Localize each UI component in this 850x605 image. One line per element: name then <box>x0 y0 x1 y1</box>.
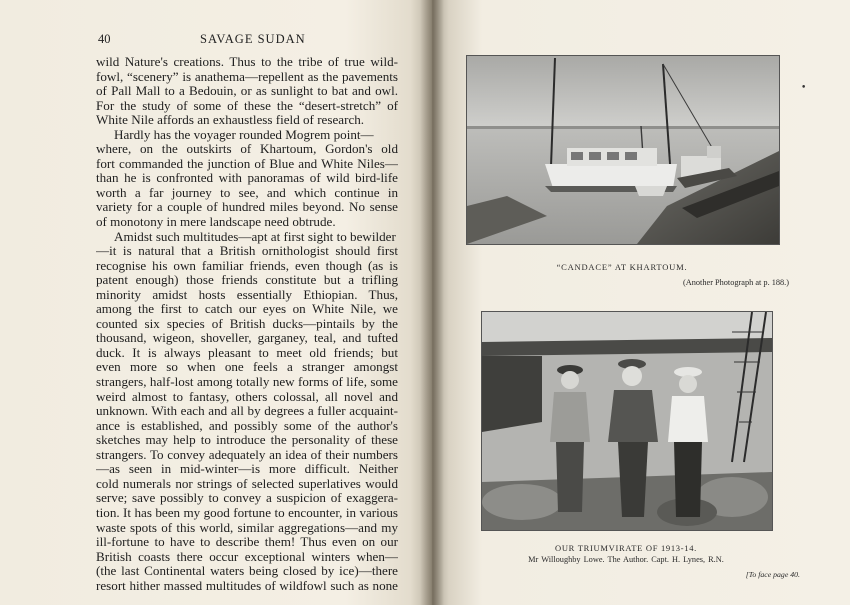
text-line: For the study of some of these the “desert-stretch” of <box>96 98 398 113</box>
text-line: of monotony in mere landscape need obtrude. <box>96 214 336 230</box>
book-gutter <box>420 0 444 605</box>
page-number: 40 <box>98 32 111 46</box>
text-line: British coasts there occur exceptional winters when— <box>96 549 398 564</box>
text-line: waste spots of this world, similar aggregations—and my <box>96 520 398 535</box>
text-line: even more so when one feels a stranger amongst <box>96 360 398 375</box>
text-line: serve; save possibly to convey a suspicion of exaggera- <box>96 491 398 506</box>
text-line: duck. It is always pleasant to meet old friends; but <box>96 345 398 360</box>
text-line: variety for a couple of hundred miles beyond. No sense <box>96 200 398 215</box>
text-line: sketches may help to introduce the personality of these <box>96 433 398 448</box>
text-line: than he is confronted with panoramas of wild bird-life <box>96 171 398 186</box>
facing-page-note: [To face page 40. <box>745 570 800 579</box>
candace-photo <box>466 55 780 245</box>
bottom-photo-caption: OUR TRIUMVIRATE OF 1913-14. <box>555 543 697 553</box>
text-line: Hardly has the voyager rounded Mogrem point— <box>114 126 374 142</box>
text-line: strangers, half-lost among totally new forms of life, some <box>96 375 398 390</box>
text-line: strangers. To convey adequately an idea of their numbers <box>96 447 398 462</box>
running-title: SAVAGE SUDAN <box>200 32 306 46</box>
text-line: minority amidst hosts essentially Ethiopian. Thus, <box>96 287 398 302</box>
top-photo-caption: “CANDACE” AT KHARTOUM. <box>556 262 688 272</box>
triumvirate-photo <box>481 311 773 531</box>
text-line: —as seen in mid-winter—is more difficult. Neither <box>96 462 398 477</box>
text-line: (the last Continental waters being closed by ice)—there <box>96 564 398 579</box>
three-men-photo-illustration <box>482 312 772 530</box>
text-line: unknown. With each and all by degrees a fuller acquaint- <box>96 404 398 419</box>
text-line: where, on the outskirts of Khartoum, Gordon's old <box>96 142 398 157</box>
text-line: cold numerals nor strings of selected superlatives would <box>96 476 398 491</box>
text-line: Amidst such multitudes—apt at first sight to bewilder <box>114 228 396 244</box>
corner-mark: • <box>801 83 807 93</box>
text-line: tion. It has been my good fortune to encounter, in various <box>96 505 398 520</box>
text-line: recognise his own familiar friends, even though (as is <box>96 258 398 273</box>
text-line: of Pall Mall to a Bedouin, or as sunlight to bat and owl. <box>96 84 398 99</box>
boat-photo-illustration <box>467 56 779 244</box>
running-head <box>98 32 398 50</box>
text-line: ill-fortune to have to describe them! Thus even on our <box>96 535 398 550</box>
text-line: ance is established, and possibly some of the author's <box>96 418 398 433</box>
bottom-photo-names: Mr Willoughby Lowe. The Author. Capt. H. Lynes, R.N. <box>528 555 724 564</box>
text-line: weird almost to fantasy, others colossal, all novel and <box>96 389 398 404</box>
text-line: thousand, wigeon, shoveller, garganey, teal, and tufted <box>96 331 398 346</box>
text-line: among the first to catch our eyes on White Nile, we <box>96 302 398 317</box>
text-line: wild Nature's creations. Thus to the tribe of true wild- <box>96 55 398 69</box>
text-line: worth a far journey to see, and which continue in <box>96 185 398 200</box>
text-line: fowl, “scenery” is anathema—repellent as the pavements <box>96 69 398 84</box>
text-line: patent enough) those friends constitute but a trifling <box>96 273 398 288</box>
body-text <box>96 55 398 593</box>
text-line: —it is natural that a British ornithologist should first <box>96 244 398 259</box>
text-line: resort hither massed multitudes of wildfowl such as none <box>96 578 398 593</box>
top-photo-note: (Another Photograph at p. 188.) <box>683 278 789 287</box>
text-line: counted six species of British ducks—pintails by the <box>96 316 398 331</box>
text-line: White Nile affords an exhaustless field of research. <box>96 112 365 128</box>
text-line: fort commanded the junction of Blue and White Niles— <box>96 156 398 171</box>
